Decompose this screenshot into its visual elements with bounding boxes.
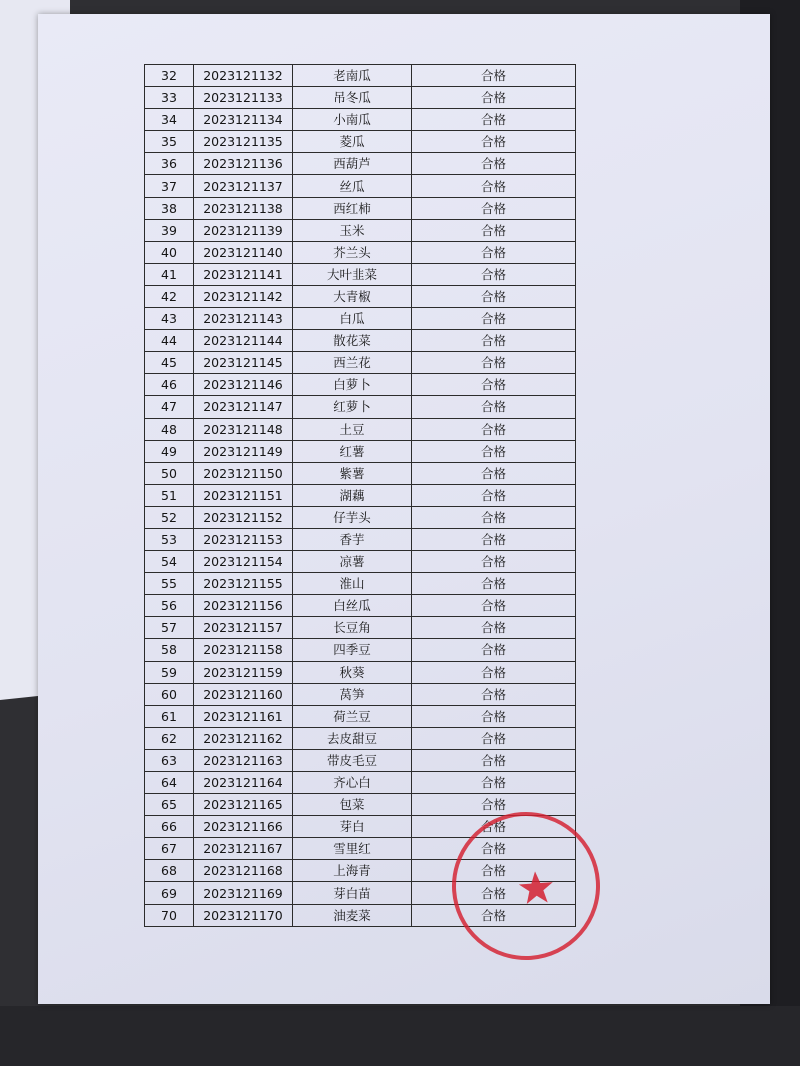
- test-result: 合格: [412, 904, 576, 926]
- product-name: 凉薯: [293, 551, 412, 573]
- table-row: [145, 772, 576, 794]
- product-name: 油麦菜: [293, 904, 412, 926]
- row-number: 35: [145, 131, 194, 153]
- row-number: 66: [145, 816, 194, 838]
- test-result: 合格: [412, 661, 576, 683]
- sample-code: 2023121170: [194, 904, 293, 926]
- sample-code: 2023121137: [194, 175, 293, 197]
- row-number: 65: [145, 794, 194, 816]
- row-number: 61: [145, 705, 194, 727]
- sample-code: 2023121156: [194, 595, 293, 617]
- product-name: 菱瓜: [293, 131, 412, 153]
- product-name: 大青椒: [293, 285, 412, 307]
- row-number: 42: [145, 285, 194, 307]
- row-number: 47: [145, 396, 194, 418]
- test-result: 合格: [412, 727, 576, 749]
- row-number: 63: [145, 749, 194, 771]
- sample-code: 2023121144: [194, 330, 293, 352]
- sample-code: 2023121168: [194, 860, 293, 882]
- product-name: 包菜: [293, 794, 412, 816]
- test-result: 合格: [412, 418, 576, 440]
- row-number: 69: [145, 882, 194, 904]
- table-row: [145, 263, 576, 285]
- sample-code: 2023121138: [194, 197, 293, 219]
- product-name: 荷兰豆: [293, 705, 412, 727]
- table-row: [145, 197, 576, 219]
- row-number: 48: [145, 418, 194, 440]
- sample-code: 2023121145: [194, 352, 293, 374]
- sample-code: 2023121163: [194, 749, 293, 771]
- row-number: 38: [145, 197, 194, 219]
- test-result: 合格: [412, 263, 576, 285]
- test-result: 合格: [412, 683, 576, 705]
- sample-code: 2023121169: [194, 882, 293, 904]
- table-row: [145, 904, 576, 926]
- sample-code: 2023121132: [194, 65, 293, 87]
- sample-code: 2023121159: [194, 661, 293, 683]
- table-row: [145, 573, 576, 595]
- sample-code: 2023121140: [194, 241, 293, 263]
- table-row: [145, 241, 576, 263]
- product-name: 长豆角: [293, 617, 412, 639]
- table-row: [145, 639, 576, 661]
- sample-code: 2023121165: [194, 794, 293, 816]
- test-result: 合格: [412, 65, 576, 87]
- product-name: 芽白: [293, 816, 412, 838]
- test-result: 合格: [412, 484, 576, 506]
- row-number: 49: [145, 440, 194, 462]
- table-row: [145, 153, 576, 175]
- row-number: 55: [145, 573, 194, 595]
- table-row: [145, 175, 576, 197]
- table-body: [145, 65, 576, 927]
- test-result: 合格: [412, 131, 576, 153]
- table-row: [145, 617, 576, 639]
- test-result: 合格: [412, 197, 576, 219]
- test-result: 合格: [412, 595, 576, 617]
- product-name: 淮山: [293, 573, 412, 595]
- product-name: 红薯: [293, 440, 412, 462]
- table-row: [145, 882, 576, 904]
- table-row: [145, 506, 576, 528]
- table-row: [145, 749, 576, 771]
- row-number: 64: [145, 772, 194, 794]
- sample-code: 2023121155: [194, 573, 293, 595]
- sample-code: 2023121158: [194, 639, 293, 661]
- product-name: 香芋: [293, 528, 412, 550]
- product-name: 秋葵: [293, 661, 412, 683]
- table-row: [145, 860, 576, 882]
- sample-code: 2023121142: [194, 285, 293, 307]
- test-result: 合格: [412, 838, 576, 860]
- table-row: [145, 109, 576, 131]
- sample-code: 2023121149: [194, 440, 293, 462]
- sample-code: 2023121162: [194, 727, 293, 749]
- product-name: 莴笋: [293, 683, 412, 705]
- row-number: 32: [145, 65, 194, 87]
- test-result: 合格: [412, 705, 576, 727]
- table-row: [145, 462, 576, 484]
- sample-code: 2023121134: [194, 109, 293, 131]
- test-result: 合格: [412, 462, 576, 484]
- table-row: [145, 661, 576, 683]
- table-row: [145, 418, 576, 440]
- table-row: [145, 330, 576, 352]
- table-row: [145, 528, 576, 550]
- row-number: 36: [145, 153, 194, 175]
- sample-code: 2023121154: [194, 551, 293, 573]
- sample-code: 2023121160: [194, 683, 293, 705]
- sample-code: 2023121146: [194, 374, 293, 396]
- row-number: 68: [145, 860, 194, 882]
- table-row: [145, 595, 576, 617]
- table-row: [145, 838, 576, 860]
- test-result: 合格: [412, 816, 576, 838]
- table-row: [145, 440, 576, 462]
- row-number: 60: [145, 683, 194, 705]
- sample-code: 2023121157: [194, 617, 293, 639]
- table-row: [145, 705, 576, 727]
- test-result: 合格: [412, 396, 576, 418]
- product-name: 白萝卜: [293, 374, 412, 396]
- row-number: 46: [145, 374, 194, 396]
- product-name: 仔芋头: [293, 506, 412, 528]
- test-result: 合格: [412, 573, 576, 595]
- sample-code: 2023121141: [194, 263, 293, 285]
- row-number: 43: [145, 308, 194, 330]
- test-result: 合格: [412, 241, 576, 263]
- sample-code: 2023121153: [194, 528, 293, 550]
- row-number: 51: [145, 484, 194, 506]
- product-name: 去皮甜豆: [293, 727, 412, 749]
- row-number: 53: [145, 528, 194, 550]
- product-name: 老南瓜: [293, 65, 412, 87]
- product-name: 带皮毛豆: [293, 749, 412, 771]
- test-result: 合格: [412, 772, 576, 794]
- sample-code: 2023121136: [194, 153, 293, 175]
- product-name: 芽白苗: [293, 882, 412, 904]
- test-result: 合格: [412, 87, 576, 109]
- product-name: 散花菜: [293, 330, 412, 352]
- test-result: 合格: [412, 617, 576, 639]
- test-result: 合格: [412, 219, 576, 241]
- test-result: 合格: [412, 153, 576, 175]
- row-number: 58: [145, 639, 194, 661]
- row-number: 34: [145, 109, 194, 131]
- table-row: [145, 131, 576, 153]
- test-result: 合格: [412, 528, 576, 550]
- product-name: 西兰花: [293, 352, 412, 374]
- product-name: 红萝卜: [293, 396, 412, 418]
- table-row: [145, 484, 576, 506]
- product-name: 紫薯: [293, 462, 412, 484]
- product-name: 西红柿: [293, 197, 412, 219]
- row-number: 39: [145, 219, 194, 241]
- test-result: 合格: [412, 639, 576, 661]
- product-name: 雪里红: [293, 838, 412, 860]
- sample-code: 2023121151: [194, 484, 293, 506]
- product-name: 西葫芦: [293, 153, 412, 175]
- test-result: 合格: [412, 330, 576, 352]
- inspection-results-table: [144, 64, 576, 927]
- sample-code: 2023121139: [194, 219, 293, 241]
- row-number: 59: [145, 661, 194, 683]
- sample-code: 2023121135: [194, 131, 293, 153]
- table-row: [145, 374, 576, 396]
- row-number: 45: [145, 352, 194, 374]
- test-result: 合格: [412, 285, 576, 307]
- table-row: [145, 285, 576, 307]
- row-number: 52: [145, 506, 194, 528]
- row-number: 40: [145, 241, 194, 263]
- test-result: 合格: [412, 175, 576, 197]
- product-name: 土豆: [293, 418, 412, 440]
- row-number: 62: [145, 727, 194, 749]
- table-row: [145, 683, 576, 705]
- table-row: [145, 87, 576, 109]
- row-number: 50: [145, 462, 194, 484]
- test-result: 合格: [412, 440, 576, 462]
- table-row: [145, 794, 576, 816]
- table-row: [145, 396, 576, 418]
- table-row: [145, 219, 576, 241]
- test-result: 合格: [412, 506, 576, 528]
- product-name: 齐心白: [293, 772, 412, 794]
- table-row: [145, 308, 576, 330]
- product-name: 玉米: [293, 219, 412, 241]
- product-name: 白丝瓜: [293, 595, 412, 617]
- sample-code: 2023121164: [194, 772, 293, 794]
- test-result: 合格: [412, 352, 576, 374]
- row-number: 57: [145, 617, 194, 639]
- sample-code: 2023121148: [194, 418, 293, 440]
- product-name: 小南瓜: [293, 109, 412, 131]
- test-result: 合格: [412, 860, 576, 882]
- sample-code: 2023121161: [194, 705, 293, 727]
- row-number: 33: [145, 87, 194, 109]
- row-number: 54: [145, 551, 194, 573]
- test-result: 合格: [412, 882, 576, 904]
- sample-code: 2023121150: [194, 462, 293, 484]
- row-number: 70: [145, 904, 194, 926]
- test-result: 合格: [412, 109, 576, 131]
- row-number: 67: [145, 838, 194, 860]
- test-result: 合格: [412, 374, 576, 396]
- test-result: 合格: [412, 308, 576, 330]
- row-number: 44: [145, 330, 194, 352]
- test-result: 合格: [412, 794, 576, 816]
- product-name: 丝瓜: [293, 175, 412, 197]
- product-name: 大叶韭菜: [293, 263, 412, 285]
- product-name: 四季豆: [293, 639, 412, 661]
- sample-code: 2023121152: [194, 506, 293, 528]
- sample-code: 2023121143: [194, 308, 293, 330]
- test-result: 合格: [412, 749, 576, 771]
- product-name: 芥兰头: [293, 241, 412, 263]
- table-row: [145, 352, 576, 374]
- table-row: [145, 727, 576, 749]
- row-number: 37: [145, 175, 194, 197]
- row-number: 56: [145, 595, 194, 617]
- product-name: 湖藕: [293, 484, 412, 506]
- sample-code: 2023121147: [194, 396, 293, 418]
- product-name: 上海青: [293, 860, 412, 882]
- sample-code: 2023121166: [194, 816, 293, 838]
- product-name: 白瓜: [293, 308, 412, 330]
- sample-code: 2023121133: [194, 87, 293, 109]
- row-number: 41: [145, 263, 194, 285]
- test-result: 合格: [412, 551, 576, 573]
- table-row: [145, 551, 576, 573]
- background-dark-bottom: [0, 1006, 800, 1066]
- table-row: [145, 816, 576, 838]
- sample-code: 2023121167: [194, 838, 293, 860]
- table-row: [145, 65, 576, 87]
- product-name: 吊冬瓜: [293, 87, 412, 109]
